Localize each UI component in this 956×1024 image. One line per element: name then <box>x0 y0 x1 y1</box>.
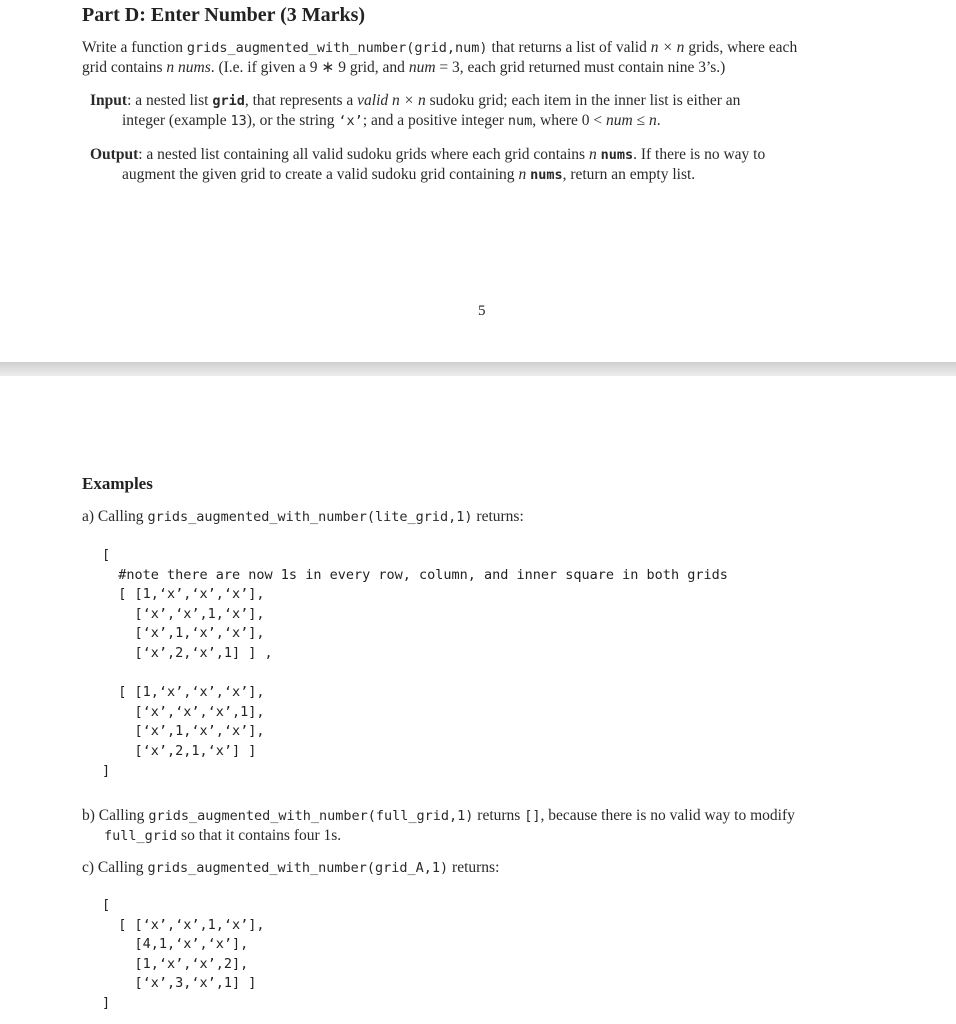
function-name: grids_augmented_with_number(grid,num) <box>186 40 488 56</box>
page-separator <box>0 362 956 376</box>
example-c-code: [ [ [‘x’,‘x’,1,‘x’], [4,1,‘x’,‘x’], [1,‘x’,‘x’,2], [‘x’,3,‘x’,1] ] ] <box>102 897 265 1011</box>
output-label: Output <box>90 146 139 163</box>
intro-paragraph: Write a function grids_augmented_with_number(grid,num) that returns a list of valid n × n grids, where each grid contains n nums. (I.e. if given a 9 ∗ 9 grid, and num = 3, each grid returned must contain nine 3’s.) <box>82 39 798 76</box>
example-c-text: c) Calling grids_augmented_with_number(grid_A,1) returns: <box>82 859 500 876</box>
output-description: Output: a nested list containing all valid sudoku grids where each grid contains n nums. If there is no way to augment the given grid to create a valid sudoku grid containing n nums, return an empty list. <box>90 146 766 183</box>
section-title: Part D: Enter Number (3 Marks) <box>82 4 366 26</box>
page-top <box>0 0 956 362</box>
input-label: Input <box>90 92 128 109</box>
input-description: Input: a nested list grid, that represents a valid n × n sudoku grid; each item in the inner list is either an integer (example 13), or the string ‘x’; and a positive integer num, where 0 < num ≤ n. <box>90 92 741 129</box>
page-number: 5 <box>478 303 486 319</box>
page-bottom <box>0 376 956 1024</box>
example-a-text: a) Calling grids_augmented_with_number(lite_grid,1) returns: <box>82 508 524 525</box>
examples-heading: Examples <box>82 474 153 493</box>
example-a-code: [ #note there are now 1s in every row, column, and inner square in both grids [ [1,‘x’,‘x’,‘x’], [‘x’,‘x’,1,‘x’], [‘x’,1,‘x’,‘x’], [‘x’,2,‘x’,1] ] , [ [1,‘x’,‘x’,‘x’], [‘x’,‘x’,‘x’,1], [‘x’,1,‘x’,‘x’], [‘x’,2,1,‘x’] ] ] <box>102 547 728 779</box>
example-b-text: b) Calling grids_augmented_with_number(full_grid,1) returns [], because there is no valid way to modify full_grid so that it contains four 1s. <box>82 807 795 844</box>
